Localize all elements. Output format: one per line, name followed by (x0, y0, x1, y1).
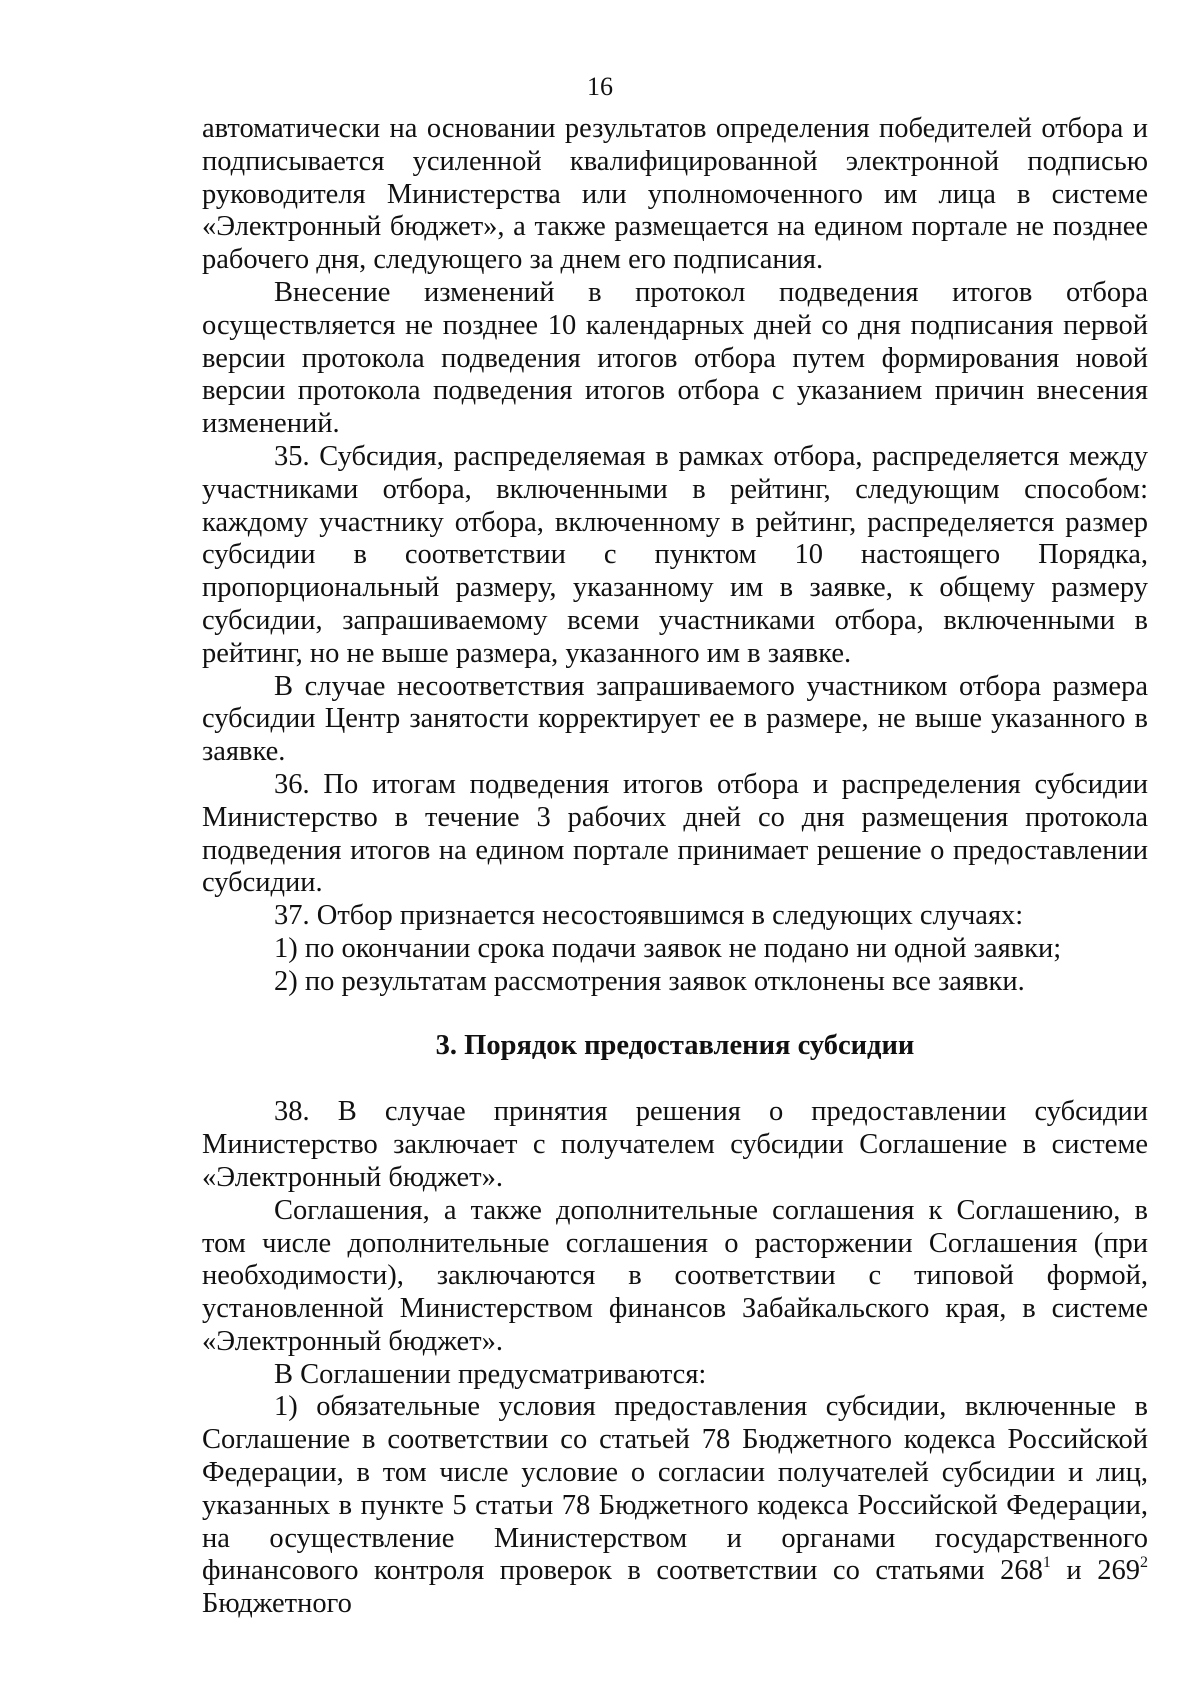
article-269-superscript: 2 (1139, 1554, 1148, 1572)
paragraph-protocol-changes: Внесение изменений в протокол подведения итогов отбора осуществляется не позднее 10 календарных дней со дня подписания первой версии протокола подведения итогов отбора путем формирования новой версии протокола подведения итогов отбора с указанием причин внесения изменений. (202, 276, 1148, 440)
page-number: 16 (587, 72, 613, 101)
paragraph-item-36: 36. По итогам подведения итогов отбора и распределения субсидии Министерство в течение 3 рабочих дней со дня размещения протокола подведения итогов на едином портале принимает решение о предоставлении субсидии. (202, 768, 1148, 899)
section-heading: 3. Порядок предоставления субсидии (435, 1029, 915, 1061)
paragraph-mismatch: В случае несоответствия запрашиваемого участником отбора размера субсидии Центр занятости корректирует ее в размере, не выше указанного в заявке. (202, 670, 1148, 768)
paragraph-agreement-provisions: В Соглашении предусматриваются: (274, 1358, 707, 1390)
article-268-superscript: 1 (1042, 1554, 1051, 1572)
mandatory-conditions-mid: и 269 (1050, 1555, 1140, 1587)
list-item-1: 1) по окончании срока подачи заявок не подано ни одной заявки; (274, 932, 1062, 964)
list-item-2: 2) по результатам рассмотрения заявок отклонены все заявки. (274, 965, 1025, 997)
paragraph-item-38: 38. В случае принятия решения о предоставлении субсидии Министерство заключает с получателем субсидии Соглашение в системе «Электронный бюджет». (202, 1096, 1148, 1193)
mandatory-conditions-text: 1) обязательные условия предоставления субсидии, включенные в Соглашение в соответствии со статьей 78 Бюджетного кодекса Российской Федерации, в том числе условие о согласии получателей субсидии и лиц, указанных в пункте 5 статьи 78 Бюджетного кодекса Российской Федерации, на осуществление Министерством и органами государственного финансового контроля проверок в соответствии со статьями 268 (202, 1391, 1148, 1587)
paragraph-item-35: 35. Субсидия, распределяемая в рамках отбора, распределяется между участниками отбора, включенными в рейтинг, следующим способом: каждому участнику отбора, включенному в рейтинг, распределяется размер субсидии в соответствии с пунктом 10 настоящего Порядка, пропорциональный размеру, указанному им в заявке, к общему размеру субсидии, запрашиваемому всеми участниками отбора, включенными в рейтинг, но не выше размера, указанного им в заявке. (202, 440, 1148, 669)
paragraph-continuation: автоматически на основании результатов определения победителей отбора и подписывается усиленной квалифицированной электронной подписью руководителя Министерства или уполномоченного им лица в системе «Электронный бюджет», а также размещается на едином портале не позднее рабочего дня, следующего за днем его подписания. (202, 113, 1148, 276)
paragraph-mandatory-conditions (202, 1391, 1148, 1621)
mandatory-conditions-end: Бюджетного (202, 1588, 352, 1620)
paragraph-item-37: 37. Отбор признается несостоявшимся в следующих случаях: (274, 900, 1024, 932)
paragraph-agreements: Соглашения, а также дополнительные соглашения к Соглашению, в том числе дополнительные соглашения о расторжении Соглашения (при необходимости), заключаются в соответствии с типовой формой, установленной Министерством финансов Забайкальского края, в системе «Электронный бюджет». (202, 1194, 1148, 1357)
document-body (202, 113, 1148, 1621)
